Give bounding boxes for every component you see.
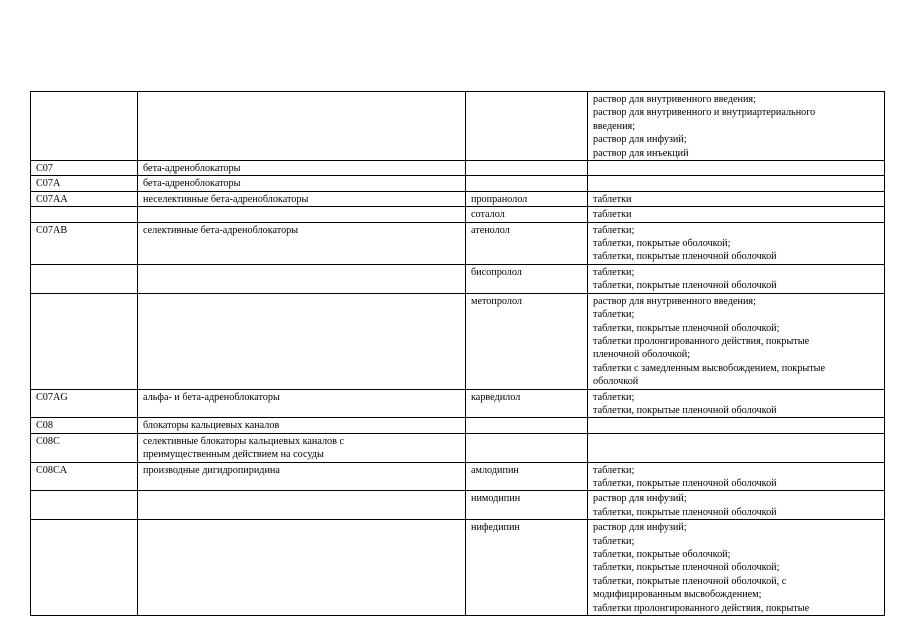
anatomical-group-cell	[138, 92, 466, 161]
dosage-form-line: таблетки;	[593, 391, 635, 403]
atc-code-cell	[31, 462, 138, 491]
drug-name-cell	[466, 161, 588, 176]
dosage-form-line: таблетки;	[593, 224, 635, 236]
dosage-form-cell	[588, 191, 885, 206]
drug-name: карведилол	[471, 391, 521, 403]
drug-classification-table	[30, 91, 885, 616]
dosage-form-line: раствор для инфузий;	[593, 522, 687, 534]
atc-code: C07AB	[36, 224, 68, 236]
dosage-form-line: таблетки, покрытые пленочной оболочкой	[593, 251, 777, 263]
dosage-form-line: таблетки, покрытые пленочной оболочкой	[593, 404, 777, 416]
drug-name-cell	[466, 491, 588, 520]
atc-code: C07AA	[36, 193, 68, 205]
drug-name: пропранолол	[471, 193, 528, 205]
atc-code: C07A	[36, 178, 61, 190]
anatomical-group-cell	[138, 191, 466, 206]
table-row	[31, 207, 885, 222]
dosage-form-line: таблетки, покрытые пленочной оболочкой	[593, 506, 777, 518]
drug-name-cell	[466, 92, 588, 161]
anatomical-group-cell	[138, 222, 466, 264]
dosage-form-line: таблетки, покрытые пленочной оболочкой	[593, 477, 777, 489]
dosage-form-cell	[588, 462, 885, 491]
group-name-line: бета-адреноблокаторы	[143, 163, 241, 175]
dosage-form-line: таблетки, покрытые пленочной оболочкой;	[593, 322, 780, 334]
drug-name-cell	[466, 191, 588, 206]
atc-code-cell	[31, 207, 138, 222]
anatomical-group-cell	[138, 433, 466, 462]
dosage-form-line: раствор для инфузий;	[593, 493, 687, 505]
anatomical-group-cell	[138, 418, 466, 433]
group-name-line: неселективные бета-адреноблокаторы	[143, 193, 309, 205]
anatomical-group-cell	[138, 264, 466, 293]
atc-code-cell	[31, 491, 138, 520]
dosage-form-line: таблетки с замедленным высвобождением, покрытые	[593, 362, 826, 374]
drug-name-cell	[466, 462, 588, 491]
group-name-line: бета-адреноблокаторы	[143, 178, 241, 190]
atc-code-cell	[31, 264, 138, 293]
dosage-form-line: таблетки	[593, 193, 632, 205]
table-row	[31, 176, 885, 191]
atc-code: C08CA	[36, 464, 68, 476]
dosage-form-line: таблетки, покрытые пленочной оболочкой, с	[593, 575, 787, 587]
drug-name: нифедипин	[471, 522, 520, 534]
atc-code-cell	[31, 161, 138, 176]
drug-name-cell	[466, 207, 588, 222]
table-row	[31, 433, 885, 462]
dosage-form-cell	[588, 207, 885, 222]
dosage-form-cell	[588, 433, 885, 462]
drug-name: нимодипин	[471, 493, 521, 505]
anatomical-group-cell	[138, 389, 466, 418]
dosage-form-line: раствор для внутривенного и внутриартериального	[593, 107, 816, 119]
anatomical-group-cell	[138, 293, 466, 389]
group-name-line: селективные бета-адреноблокаторы	[143, 224, 299, 236]
table-row	[31, 520, 885, 616]
dosage-form-line: таблетки, покрытые пленочной оболочкой	[593, 280, 777, 292]
anatomical-group-cell	[138, 462, 466, 491]
atc-code: C07	[36, 163, 53, 175]
dosage-form-line: таблетки;	[593, 266, 635, 278]
group-name-line: производные дигидропиридина	[143, 464, 280, 476]
dosage-form-line: раствор для инфузий;	[593, 134, 687, 146]
drug-name: метопролол	[471, 295, 523, 307]
dosage-form-cell	[588, 418, 885, 433]
table-row	[31, 264, 885, 293]
table-row	[31, 222, 885, 264]
dosage-form-line: таблетки, покрытые пленочной оболочкой;	[593, 562, 780, 574]
dosage-form-line: таблетки, покрытые оболочкой;	[593, 238, 731, 250]
dosage-form-cell	[588, 176, 885, 191]
anatomical-group-cell	[138, 491, 466, 520]
dosage-form-cell	[588, 222, 885, 264]
anatomical-group-cell	[138, 207, 466, 222]
atc-code-cell	[31, 176, 138, 191]
dosage-form-line: таблетки	[593, 209, 632, 221]
dosage-form-line: модифицированным высвобождением;	[593, 589, 762, 601]
dosage-form-line: таблетки пролонгированного действия, покрытые	[593, 602, 810, 614]
anatomical-group-cell	[138, 176, 466, 191]
atc-code-cell	[31, 293, 138, 389]
table-row	[31, 389, 885, 418]
dosage-form-cell	[588, 293, 885, 389]
drug-name: атенолол	[471, 224, 510, 236]
table-row	[31, 92, 885, 161]
table-row	[31, 191, 885, 206]
atc-code-cell	[31, 418, 138, 433]
drug-name-cell	[466, 176, 588, 191]
dosage-form-line: пленочной оболочкой;	[593, 349, 691, 361]
dosage-form-cell	[588, 92, 885, 161]
dosage-form-line: таблетки пролонгированного действия, покрытые	[593, 335, 810, 347]
atc-code-cell	[31, 191, 138, 206]
drug-name-cell	[466, 293, 588, 389]
dosage-form-cell	[588, 520, 885, 616]
table-row	[31, 161, 885, 176]
dosage-form-line: оболочкой	[593, 376, 639, 388]
table-row	[31, 491, 885, 520]
group-name-line: альфа- и бета-адреноблокаторы	[143, 391, 280, 403]
drug-name-cell	[466, 418, 588, 433]
dosage-form-line: раствор для инъекций	[593, 147, 689, 159]
dosage-form-line: раствор для внутривенного введения;	[593, 295, 756, 307]
atc-code-cell	[31, 520, 138, 616]
drug-name-cell	[466, 389, 588, 418]
drug-name: соталол	[471, 209, 505, 221]
drug-name-cell	[466, 222, 588, 264]
dosage-form-cell	[588, 389, 885, 418]
group-name-line: преимущественным действием на сосуды	[143, 449, 324, 461]
atc-code-cell	[31, 92, 138, 161]
atc-code: C07AG	[36, 391, 68, 403]
drug-name: амлодипин	[471, 464, 519, 476]
atc-code-cell	[31, 389, 138, 418]
table-row	[31, 462, 885, 491]
table-row	[31, 418, 885, 433]
dosage-form-cell	[588, 491, 885, 520]
atc-code-cell	[31, 222, 138, 264]
drug-name-cell	[466, 520, 588, 616]
drug-name-cell	[466, 433, 588, 462]
group-name-line: блокаторы кальциевых каналов	[143, 420, 280, 432]
dosage-form-cell	[588, 264, 885, 293]
atc-code: C08C	[36, 435, 60, 447]
anatomical-group-cell	[138, 520, 466, 616]
dosage-form-line: таблетки;	[593, 464, 635, 476]
atc-code-cell	[31, 433, 138, 462]
anatomical-group-cell	[138, 161, 466, 176]
dosage-form-line: раствор для внутривенного введения;	[593, 94, 756, 105]
drug-name-cell	[466, 264, 588, 293]
drug-name: бисопролол	[471, 266, 522, 278]
atc-code: C08	[36, 420, 53, 432]
dosage-form-line: введения;	[593, 120, 636, 132]
dosage-form-line: таблетки;	[593, 309, 635, 321]
table-row	[31, 293, 885, 389]
group-name-line: селективные блокаторы кальциевых каналов с	[143, 435, 345, 447]
dosage-form-line: таблетки;	[593, 535, 635, 547]
table-body	[31, 92, 885, 616]
dosage-form-cell	[588, 161, 885, 176]
dosage-form-line: таблетки, покрытые оболочкой;	[593, 549, 731, 560]
